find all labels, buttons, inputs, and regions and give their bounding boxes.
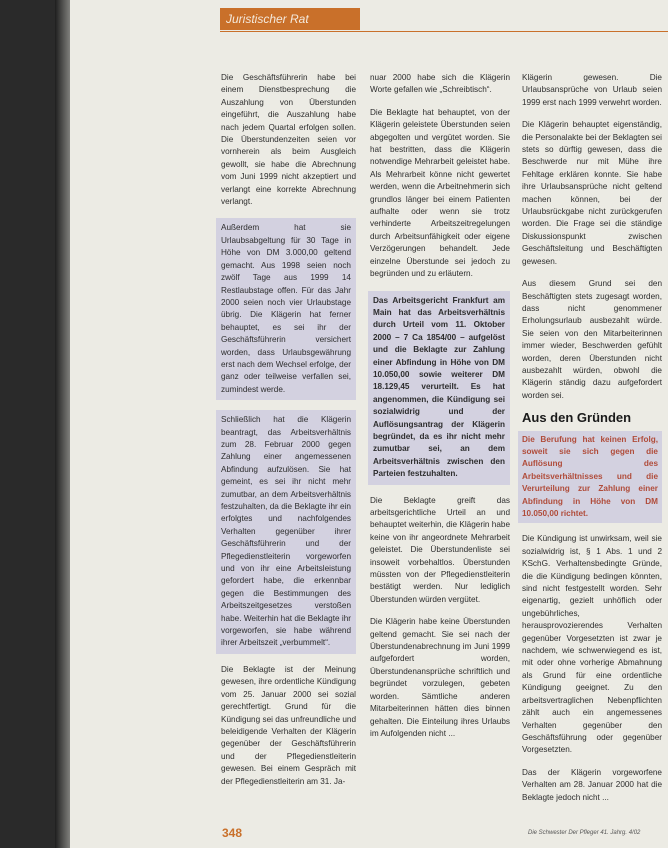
paragraph: Die Beklagte greift das arbeitsgerichtliche Urteil an und behauptet weiterhin, die Klägerin habe keine von ihr angeordnete Mehrarbeit geleistet. Die Überstundenliste sei insoweit vorbehaltlos. Überstunden müssten von der Pflegedienstleiterin bestätigt werden. Nur lediglich Überstunden würden vergütet. [370, 495, 510, 604]
paragraph: Die Beklagte ist der Meinung gewesen, ihre ordentliche Kündigung vom 25. Januar 2000 sei sozial gerechtfertigt. Grund für die Kündigung sei das unfreundliche und beleidigende Verhalten der Klägerin gegenüber der Geschäftsführerin und der Pflegedienstleiterin gewesen. Bei einem Gespräch mit der Pflegedienstleiterin am 31. Ja- [221, 664, 356, 786]
paragraph: Aus diesem Grund sei den Beschäftigten stets zugesagt worden, dass nicht genommener Erholungsurlaub ausbezahlt würde. Sie seien von den Mitarbeiterinnen immer wieder, Beschwerden gefühlt worden, deren Überstunden nicht ausbezahlt würden, obwohl die Klägerin ständig dazu aufgefordert worden sei. [522, 279, 662, 400]
section-heading: Aus den Gründen [522, 410, 632, 426]
highlight-box: Schließlich hat die Klägerin beantragt, das Arbeitsverhältnis zum 28. Februar 2000 gegen Zahlung einer angemessenen Abfindung aufzulösen. Sie hat gemeint, es sei ihr nicht mehr zumutbar, an dem Arbeitsverhältnis festzuhalten, da die Beklagte ihr ein erfolgtes und nachfolgendes Verhalten gegenüber ihrer Geschäftsführerin und der Pflegedienstleiterin vorgeworfen und von ihr eine Arbeitsleistung gefordert habe, die erkennbar gegen die Bestimmungen des Arbeitszeitgesetzes verstoßen habe. Weiterhin hat die Beklagte ihr vorgeworfen, sie habe während ihrer Arbeitszeit „verbummelt“. [216, 410, 356, 654]
highlight-box: Außerdem hat sie Urlaubsabgeltung für 30 Tage in Höhe von DM 3.000,00 geltend gemacht. Aus 1998 seien noch zwölf Tage aus 1999 14 Restlaubstage offen. Für das Jahr 2000 seien noch vier Urlaubstage übrig. Die Klägerin hat ferner behauptet, es sei ihr der Geschäftsführerin versichert worden, dass Urlaubsgewährung erst nach dem Wechsel erfolge, der ganz oder teilweise verfallen sei, zumindest werde. [216, 218, 356, 400]
column-2 [370, 72, 510, 750]
paragraph: Die Beklagte hat behauptet, von der Klägerin geleistete Überstunden seien abgegolten und vergütet worden. Sie hat bestritten, dass die Klägerin notwendige Mehrarbeit geleistet habe. Als Mehrarbeit könne nicht gewertet werden, wenn die Arbeitnehmerin sich grundlos länger bei einem Patienten aufhalte oder wenn sie trotz verhinderte Arbeitszeitregelungen durch Arbeitsunfähigkeit oder eigene Verzögerungen behandelt. Jede einzelne Überstunde sei jedoch zu begründen und zu erläutern. [370, 107, 510, 279]
paragraph: Die Kündigung ist unwirksam, weil sie sozialwidrig ist, § 1 Abs. 1 und 2 KSchG. Verhaltensbedingte Gründe, die die Kündigung bedingen könnten, sind nicht festgestellt worden. Sehr eigenartig, gezielt unhöflich oder ungebührliches, herausprovozierendes Verhalten gegenüber Vorgesetzten ist zwar je nachdem, wie schwerwiegend es ist, mit oder ohne vorherige Abmahnung als Grund für eine ordentliche Kündigung geeignet. Zu den arbeitsvertraglichen Nebenpflichten zählt auch ein angemessenes Verhalten gegenüber den Geschäftsführung oder gegenüber Vorgesetzten. [522, 534, 662, 755]
section-header [220, 8, 360, 30]
page-number: 348 [222, 826, 243, 840]
header-rule [220, 31, 668, 32]
section-header-label: Juristischer Rat [226, 12, 309, 26]
paragraph: Das der Klägerin vorgeworfene Verhalten am 28. Januar 2000 hat die Beklagte jedoch nicht ... [522, 767, 662, 802]
paragraph: Die Geschäftsführerin habe bei einem Dienstbesprechung die Auszahlung von Überstunden eingeführt, die Auszahlung habe nach jedem Quartal erfolgen sollen. Die Überstundenzeiten seien vor vornherein als beim Ausgleich gewollt, sie habe die Abrechnung vom Juni 1999 nicht akzeptiert und verlangt eine korrekte Abrechnung verlangt. [221, 73, 356, 207]
paragraph: Klägerin gewesen. Die Urlaubsansprüche von Urlaub seien 1999 erst nach 1999 verwehrt worden. [522, 73, 662, 107]
lead-box: Die Berufung hat keinen Erfolg, soweit sie sich gegen die Auflösung des Arbeitsverhältnisses und die Verurteilung zur Zahlung einer Abfindung in Höhe von DM 10.050,00 richtet. [518, 431, 662, 524]
paragraph: nuar 2000 habe sich die Klägerin Worte gefallen wie „Schreibtisch“. [370, 73, 510, 95]
paragraph: Die Klägerin behauptet eigenständig, die Personalakte bei der Beklagten sei stets so dürftig gewesen, dass die Beschwerde nur mit Mühe ihre Fehltage erklären konnte. Sie habe ihre Urlaubsansprüche nicht geltend machen können, bei der Urlaubsrückgabe nicht zurückgerufen worden. Die Frage sei die ständige Diskussionspunkt zwischen Geschäftsleitung und Beschäftigten gewesen. [522, 120, 662, 266]
verdict-box: Das Arbeitsgericht Frankfurt am Main hat das Arbeitsverhältnis durch Urteil vom 11. Oktober 2000 – 7 Ca 1854/00 – aufgelöst und die Beklagte zur Zahlung einer Abfindung in Höhe von DM 10.050,00 sowie weiterer DM 18.129,45 verurteilt. Es hat angenommen, die Kündigung sei sozialwidrig und der Auflösungsantrag der Klägerin begründet, da es ihr nicht mehr zumutbar sei, an dem Arbeitsverhältnis zwischen den Parteien festzuhalten. [368, 291, 510, 485]
publication-footer: Die Schwester Der Pfleger 41. Jahrg. 4/02 [528, 830, 641, 836]
paragraph: Die Klägerin habe keine Überstunden geltend gemacht. Sie sei nach der Überstundenabrechnung im Juni 1999 aufgefordert worden, Überstundenansprüche schriftlich und begründet vorzulegen, gebeten worden. Sämtliche anderen Mitarbeiterinnen hätten dies binnen gehalten. Die Einteilung ihres Urlaubs im Aufolgenden nicht ... [370, 617, 510, 738]
column-1 [221, 72, 356, 798]
column-3 [522, 72, 662, 814]
